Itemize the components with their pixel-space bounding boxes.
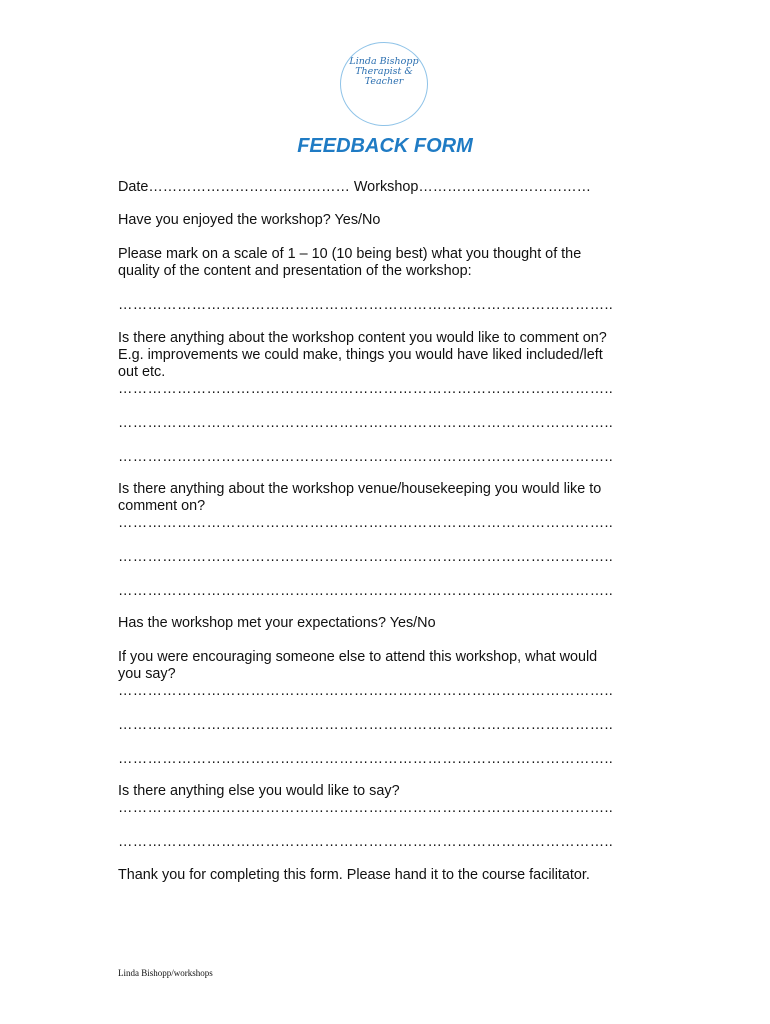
page-title: FEEDBACK FORM: [297, 135, 473, 157]
question-enjoyed: Have you enjoyed the workshop? Yes/No: [118, 212, 381, 228]
question-scale-line-1: Please mark on a scale of 1 – 10 (10 being best) what you thought of the: [118, 246, 582, 262]
logo-name-line-2: Therapist &: [355, 66, 413, 77]
answer-line-encourage-1: ………………………………………………………………………………………..: [118, 683, 614, 699]
question-scale-line-2: quality of the content and presentation of the workshop:: [118, 263, 472, 279]
answer-line-encourage-2: ………………………………………………………………………………………..: [118, 717, 614, 733]
date-workshop-line: Date…………………………………… Workshop………………………………: [118, 179, 592, 195]
footer-text: Linda Bishopp/workshops: [118, 968, 213, 978]
question-content-line-1: Is there anything about the workshop content you would like to comment on?: [118, 330, 607, 346]
logo: [340, 42, 428, 126]
answer-line-scale: ………………………………………………………………………………………..: [118, 297, 614, 313]
answer-line-venue-3: ………………………………………………………………………………………..: [118, 583, 614, 599]
answer-line-else-2: ………………………………………………………………………………………..: [118, 834, 614, 850]
question-content-line-2: E.g. improvements we could make, things you would have liked included/left: [118, 347, 603, 363]
question-venue-line-1: Is there anything about the workshop venue/housekeeping you would like to: [118, 481, 602, 497]
question-anything-else: Is there anything else you would like to say?: [118, 783, 400, 799]
question-encourage-line-1: If you were encouraging someone else to attend this workshop, what would: [118, 649, 598, 665]
question-content-line-3: out etc.: [118, 364, 166, 380]
question-encourage-line-2: you say?: [118, 666, 176, 682]
logo-name-line-3: Teacher: [364, 76, 404, 87]
answer-line-venue-1: ………………………………………………………………………………………..: [118, 515, 614, 531]
answer-line-else-1: ………………………………………………………………………………………..: [118, 800, 614, 816]
thank-you-note: Thank you for completing this form. Please hand it to the course facilitator.: [118, 867, 590, 883]
answer-line-content-3: ………………………………………………………………………………………..: [118, 449, 614, 465]
question-expectations: Has the workshop met your expectations? Yes/No: [118, 615, 436, 631]
question-venue-line-2: comment on?: [118, 498, 206, 514]
answer-line-encourage-3: ………………………………………………………………………………………..: [118, 751, 614, 767]
answer-line-venue-2: ………………………………………………………………………………………..: [118, 549, 614, 565]
answer-line-content-1: ………………………………………………………………………………………..: [118, 381, 614, 397]
answer-line-content-2: ………………………………………………………………………………………..: [118, 415, 614, 431]
logo-name-line-1: Linda Bishopp: [349, 56, 419, 67]
